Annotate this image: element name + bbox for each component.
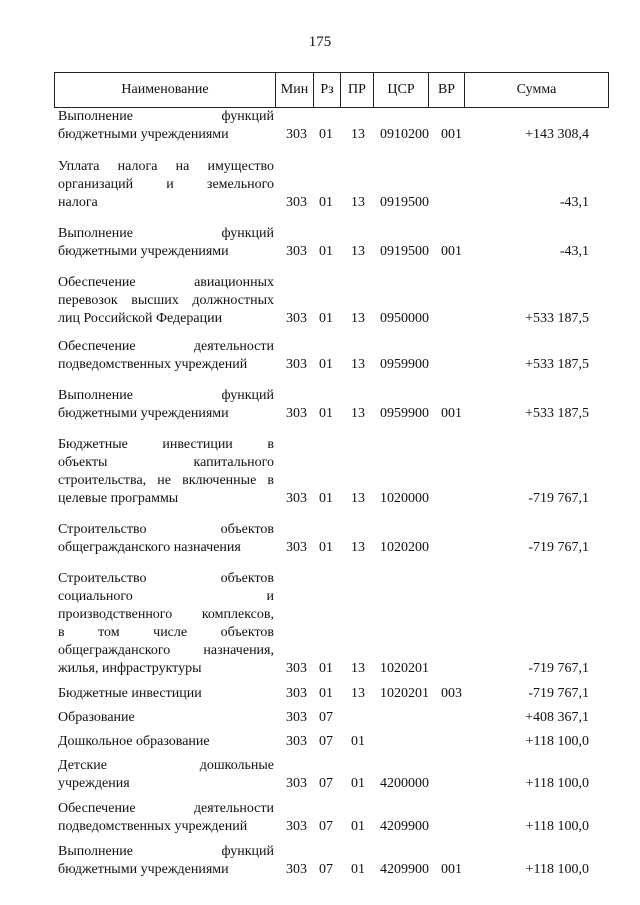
row-name (58, 108, 274, 144)
row-csr: 1020201 (380, 686, 429, 701)
row-name (58, 800, 274, 836)
row-pr: 01 (351, 862, 365, 877)
table-row (54, 387, 609, 423)
table-row (54, 800, 609, 836)
row-min: 303 (286, 686, 307, 701)
row-sum: +118 100,0 (525, 734, 589, 749)
row-pr: 13 (351, 311, 365, 326)
row-name-line: организаций и земельного (58, 177, 274, 192)
row-csr: 4209900 (380, 862, 429, 877)
row-name-line: подведомственных учреждений (58, 357, 248, 372)
row-name-line: Строительство объектов (58, 571, 274, 586)
row-sum: +533 187,5 (525, 311, 589, 326)
row-rz: 01 (319, 127, 333, 142)
row-csr: 0959900 (380, 406, 429, 421)
row-sum: -719 767,1 (528, 686, 589, 701)
row-csr: 0919500 (380, 244, 429, 259)
header-csr: ЦСР (374, 73, 429, 107)
row-sum: +533 187,5 (525, 406, 589, 421)
table-row (54, 843, 609, 879)
row-sum: +118 100,0 (525, 819, 589, 834)
row-name-line: Обеспечение авиационных (58, 275, 274, 290)
row-rz: 07 (319, 862, 333, 877)
row-min: 303 (286, 661, 307, 676)
row-sum: +408 367,1 (525, 710, 589, 725)
row-name-line: перевозок высших должностных (58, 293, 274, 308)
row-csr: 1020200 (380, 540, 429, 555)
row-rz: 01 (319, 661, 333, 676)
row-vr: 003 (441, 686, 462, 701)
row-min: 303 (286, 540, 307, 555)
row-name-line: строительства, не включенные в (58, 473, 274, 488)
row-name-line: Уплата налога на имущество (58, 159, 274, 174)
table-row (54, 274, 609, 328)
table-row (54, 158, 609, 212)
row-name-line: Выполнение функций (58, 109, 274, 124)
row-name (58, 436, 274, 508)
row-min: 303 (286, 491, 307, 506)
row-name-line: Образование (58, 710, 135, 725)
row-min: 303 (286, 862, 307, 877)
header-sum: Сумма (516, 82, 557, 97)
row-pr: 01 (351, 776, 365, 791)
row-pr: 13 (351, 244, 365, 259)
table-row (54, 108, 609, 144)
row-min: 303 (286, 311, 307, 326)
row-pr: 13 (351, 540, 365, 555)
table-body (54, 108, 609, 879)
row-min: 303 (286, 734, 307, 749)
row-csr: 0910200 (380, 127, 429, 142)
row-rz: 01 (319, 195, 333, 210)
row-name-line: налога (58, 195, 98, 210)
row-name (58, 225, 274, 261)
row-name-line: жилья, инфраструктуры (58, 661, 202, 676)
row-name-line: Обеспечение деятельности (58, 339, 274, 354)
row-name (58, 709, 274, 727)
row-rz: 01 (319, 244, 333, 259)
row-csr: 1020000 (380, 491, 429, 506)
row-pr: 13 (351, 661, 365, 676)
header-pr: ПР (341, 73, 374, 107)
row-name (58, 843, 274, 879)
row-name-line: Строительство объектов (58, 522, 274, 537)
row-name (58, 733, 274, 751)
row-pr: 13 (351, 357, 365, 372)
table-row (54, 338, 609, 374)
table-row (54, 570, 609, 678)
row-csr: 4209900 (380, 819, 429, 834)
row-name (58, 521, 274, 557)
row-name (58, 158, 274, 212)
table-row (54, 733, 609, 751)
row-name-line: бюджетными учреждениями (58, 244, 229, 259)
row-vr: 001 (441, 127, 462, 142)
row-csr: 0950000 (380, 311, 429, 326)
row-name-line: Дошкольное образование (58, 734, 210, 749)
row-pr: 13 (351, 127, 365, 142)
row-pr: 13 (351, 491, 365, 506)
row-name-line: Бюджетные инвестиции в (58, 437, 274, 452)
row-min: 303 (286, 776, 307, 791)
row-pr: 13 (351, 406, 365, 421)
row-name-line: Детские дошкольные (58, 758, 274, 773)
row-name (58, 338, 274, 374)
row-rz: 01 (319, 406, 333, 421)
row-pr: 01 (351, 819, 365, 834)
row-sum: -43,1 (559, 195, 589, 210)
row-vr: 001 (441, 244, 462, 259)
header-vr: ВР (429, 73, 465, 107)
row-name (58, 757, 274, 793)
row-name (58, 685, 274, 703)
row-sum: +118 100,0 (525, 862, 589, 877)
row-rz: 01 (319, 686, 333, 701)
row-name-line: Бюджетные инвестиции (58, 686, 202, 701)
row-rz: 07 (319, 710, 333, 725)
row-min: 303 (286, 244, 307, 259)
table-row (54, 436, 609, 508)
table-row (54, 757, 609, 793)
row-min: 303 (286, 195, 307, 210)
row-min: 303 (286, 127, 307, 142)
row-sum: -719 767,1 (528, 540, 589, 555)
row-sum: -719 767,1 (528, 661, 589, 676)
row-name-line: лиц Российской Федерации (58, 311, 223, 326)
row-name (58, 274, 274, 328)
row-name-line: бюджетными учреждениями (58, 406, 229, 421)
table-row (54, 521, 609, 557)
row-csr: 0919500 (380, 195, 429, 210)
header-name: Наименование (55, 73, 276, 107)
table-header (54, 72, 609, 108)
row-name-line: Обеспечение деятельности (58, 801, 274, 816)
row-name-line: Выполнение функций (58, 226, 274, 241)
row-rz: 01 (319, 491, 333, 506)
row-rz: 01 (319, 540, 333, 555)
row-sum: -43,1 (559, 244, 589, 259)
row-name-line: подведомственных учреждений (58, 819, 248, 834)
row-min: 303 (286, 357, 307, 372)
table-row (54, 709, 609, 727)
row-vr: 001 (441, 406, 462, 421)
page-number: 175 (308, 34, 332, 50)
row-sum: -719 767,1 (528, 491, 589, 506)
row-min: 303 (286, 710, 307, 725)
row-rz: 01 (319, 357, 333, 372)
row-name-line: целевые программы (58, 491, 179, 506)
row-min: 303 (286, 819, 307, 834)
row-name-line: Выполнение функций (58, 388, 274, 403)
row-csr: 0959900 (380, 357, 429, 372)
header-min: Мин (276, 73, 314, 107)
row-name-line: общегражданского назначения, (58, 643, 274, 658)
header-rz: Рз (314, 73, 341, 107)
row-name-line: Выполнение функций (58, 844, 274, 859)
row-name (58, 570, 274, 678)
row-pr: 13 (351, 195, 365, 210)
row-vr: 001 (441, 862, 462, 877)
row-rz: 01 (319, 311, 333, 326)
row-csr: 1020201 (380, 661, 429, 676)
row-rz: 07 (319, 734, 333, 749)
row-name-line: социального и (58, 589, 274, 604)
row-name-line: в том числе объектов (58, 625, 274, 640)
row-sum: +533 187,5 (525, 357, 589, 372)
row-name-line: объекты капитального (58, 455, 274, 470)
row-csr: 4200000 (380, 776, 429, 791)
row-name-line: бюджетными учреждениями (58, 127, 229, 142)
row-pr: 01 (351, 734, 365, 749)
row-sum: +143 308,4 (525, 127, 589, 142)
row-name-line: учреждения (58, 776, 130, 791)
row-name (58, 387, 274, 423)
row-sum: +118 100,0 (525, 776, 589, 791)
row-name-line: бюджетными учреждениями (58, 862, 229, 877)
row-min: 303 (286, 406, 307, 421)
row-rz: 07 (319, 776, 333, 791)
row-name-line: производственного комплексов, (58, 607, 274, 622)
table-row (54, 685, 609, 703)
row-rz: 07 (319, 819, 333, 834)
table-row (54, 225, 609, 261)
row-pr: 13 (351, 686, 365, 701)
row-name-line: общегражданского назначения (58, 540, 241, 555)
